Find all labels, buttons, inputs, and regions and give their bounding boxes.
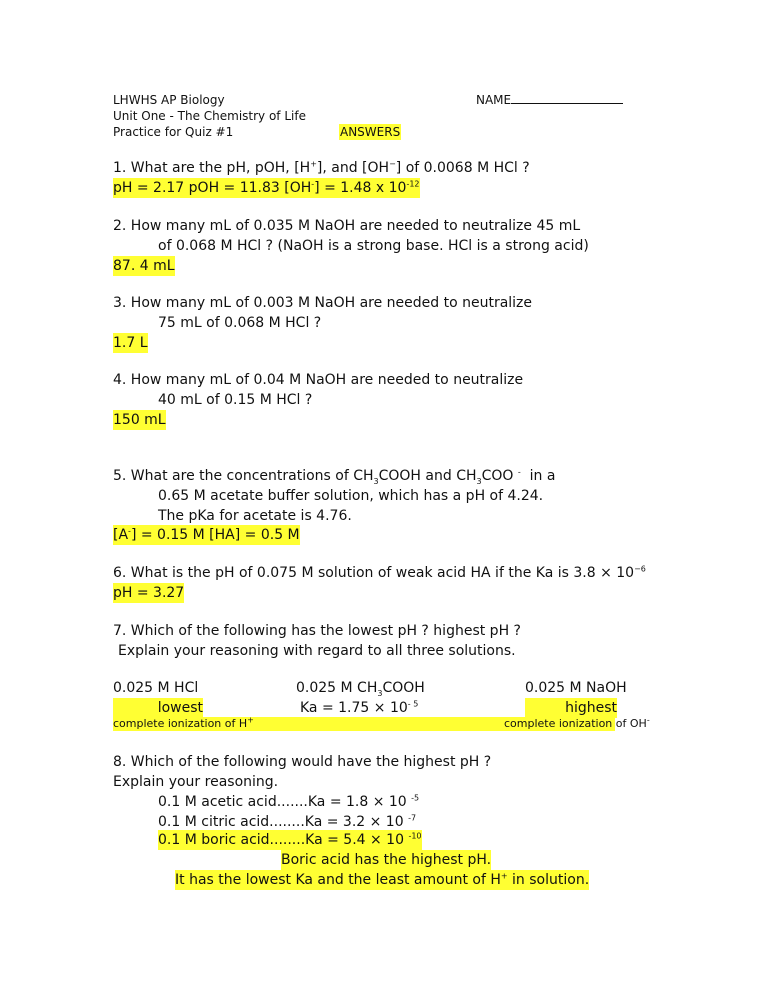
q8-item-citric: 0.1 M citric acid........Ka = 3.2 × 10 $^{-7}$ bbox=[158, 813, 417, 830]
q8-conclusion1: Boric acid has the highest pH. bbox=[281, 852, 492, 868]
q8-line1: 8. Which of the following would have the highest pH ? bbox=[113, 754, 492, 770]
q2-line1: 2. How many mL of 0.035 M NaOH are needed to neutralize 45 mL bbox=[113, 218, 581, 234]
q7-line1: 7. Which of the following has the lowest pH ? highest pH ? bbox=[113, 623, 521, 639]
q6-line1: 6. What is the pH of 0.075 M solution of weak acid HA if the Ka is $3.8 \times 10^{-6}$ bbox=[113, 564, 646, 581]
name-blank-line bbox=[511, 93, 623, 104]
q5-line3: The pKa for acetate is 4.76. bbox=[158, 508, 352, 524]
q3-line1: 3. How many mL of 0.003 M NaOH are needed to neutralize bbox=[113, 295, 533, 311]
name-field[interactable] bbox=[476, 92, 623, 108]
q7-note-left: complete ionization of H+ bbox=[113, 715, 254, 730]
q1-answer: pH = 2.17 pOH = 11.83 [OH-] = 1.48 x $10^{-12}$ bbox=[113, 179, 420, 196]
answers-label: ANSWERS bbox=[340, 125, 401, 139]
q7-col1-label: 0.025 M HCl bbox=[113, 680, 199, 696]
name-label: NAME bbox=[476, 93, 512, 107]
q7-line2: Explain your reasoning with regard to all three solutions. bbox=[118, 643, 516, 659]
header-unit: Unit One - The Chemistry of Life bbox=[113, 109, 306, 123]
q7-col2-label: 0.025 M $CH_3COOH$ bbox=[296, 680, 425, 698]
q6-answer: pH = 3.27 bbox=[113, 585, 185, 601]
q5-line2: 0.65 M acetate buffer solution, which has a pH of 4.24. bbox=[158, 488, 544, 504]
q2-answer: 87. 4 mL bbox=[113, 258, 175, 274]
q8-item-acetic: 0.1 M acetic acid.......Ka = 1.8 × 10 $^{-5}$ bbox=[158, 793, 420, 810]
q4-line2: 40 mL of 0.15 M HCl ? bbox=[158, 392, 313, 408]
q1-question: 1. What are the pH, pOH, [H+], and [OH−] of 0.0068 M HCl ? bbox=[113, 159, 530, 176]
q3-line2: 75 mL of 0.068 M HCl ? bbox=[158, 315, 322, 331]
q7-col2-ka: $Ka = 1.75 \times 10^{- 5}$ bbox=[300, 699, 419, 716]
q4-line1: 4. How many mL of 0.04 M NaOH are needed to neutralize bbox=[113, 372, 524, 388]
q8-item-boric: 0.1 M boric acid........Ka = 5.4 × 10 $^{-10}$ bbox=[158, 831, 422, 848]
q3-answer: 1.7 L bbox=[113, 335, 148, 351]
q2-line2: of 0.068 M HCl ? (NaOH is a strong base. HCl is a strong acid) bbox=[158, 238, 589, 254]
q7-col3-answer: highest bbox=[525, 698, 617, 718]
q7-note-right: complete ionization of OH- bbox=[504, 715, 650, 730]
q7-col3-label: 0.025 M NaOH bbox=[525, 680, 627, 696]
q8-line2: Explain your reasoning. bbox=[113, 774, 279, 790]
q5-answer: [A-] = 0.15 M [HA] = 0.5 M bbox=[113, 526, 300, 543]
q7-col1-answer: lowest bbox=[113, 698, 203, 718]
header-school: LHWHS AP Biology bbox=[113, 93, 225, 107]
q4-answer: 150 mL bbox=[113, 412, 166, 428]
q5-line1: 5. What are the concentrations of $CH_3COOH$ and $CH_3COO$ - in a bbox=[113, 467, 556, 486]
q8-conclusion2: It has the lowest Ka and the least amount of H+ in solution. bbox=[175, 871, 590, 888]
header-practice: Practice for Quiz #1 bbox=[113, 125, 234, 139]
